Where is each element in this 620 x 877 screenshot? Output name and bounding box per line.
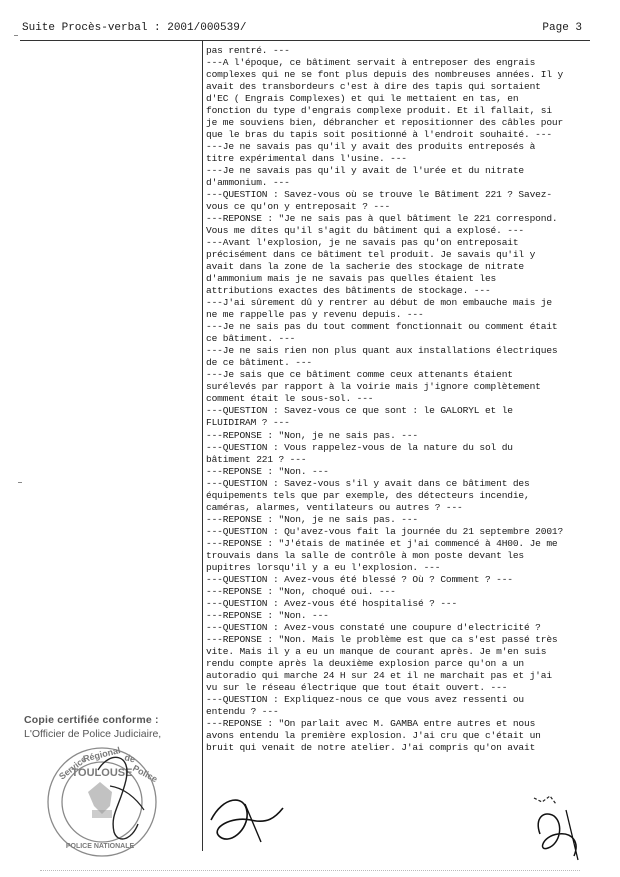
text-line: pupitres lorsqu'il y a eu l'explosion. --- — [206, 561, 441, 573]
signature-right — [520, 790, 598, 864]
text-line: surélevés par rapport à la voirie mais j'ignore complètement — [206, 381, 541, 393]
text-line: ---QUESTION : Qu'avez-vous fait la journée du 21 septembre 2001? — [206, 525, 564, 537]
certification-block — [24, 714, 200, 740]
svg-text:TOULOUSE: TOULOUSE — [71, 767, 133, 779]
text-line: ---QUESTION : Expliquez-nous ce que vous avez ressenti ou — [206, 693, 525, 705]
text-line: ---QUESTION : Vous rappelez-vous de la nature du sol du — [206, 441, 513, 453]
text-line: bruit qui venait de notre atelier. J'ai compris qu'on avait — [206, 741, 536, 753]
text-line: complexes qui ne se font plus depuis des nombreuses années. Il y — [206, 69, 564, 81]
certification-line-1: Copie certifiée conforme : — [24, 714, 159, 726]
text-line: fonction du type d'engrais complexe produit. Et il fallait, si — [206, 105, 552, 117]
text-line: ---REPONSE : "Non. --- — [206, 465, 329, 477]
text-line: ---REPONSE : "Non. --- — [206, 609, 329, 621]
text-line: comment était le sous-sol. --- — [206, 393, 374, 405]
bottom-scan-edge — [40, 866, 580, 871]
text-line: équipements tels que par exemple, des détecteurs incendie, — [206, 489, 530, 501]
text-line: ce bâtiment. --- — [206, 333, 296, 345]
text-line: FLUIDIRAM ? --- — [206, 417, 290, 429]
edge-mark — [14, 35, 18, 36]
text-line: avait des transbordeurs c'est à dire des tapis qui sortaient — [206, 81, 541, 93]
text-line: attributions exactes des bâtiments de stockage. --- — [206, 285, 491, 297]
police-stamp — [40, 740, 168, 862]
text-line: vite. Mais il y a eu un manque de courant après. Je m'en suis — [206, 645, 547, 657]
text-line: ---REPONSE : "J'étais de matinée et j'ai commencé à 4H00. Je me — [206, 537, 558, 549]
text-line: trouvais dans la salle de contrôle à mon poste devant les — [206, 549, 525, 561]
text-line: ---REPONSE : "Non, je ne sais pas. --- — [206, 429, 419, 441]
text-line: ---QUESTION : Avez-vous été hospitalisé ? --- — [206, 597, 458, 609]
text-line: ---QUESTION : Savez-vous où se trouve le Bâtiment 221 ? Savez- — [206, 189, 552, 201]
certification-line-2: L'Officier de Police Judiciaire, — [24, 728, 162, 740]
header-reference: Suite Procès-verbal : 2001/000539/ — [22, 22, 247, 34]
text-line: ---J'ai sûrement dû y rentrer au début de mon embauche mais je — [206, 297, 552, 309]
edge-mark — [18, 482, 22, 483]
text-line: ---Je ne savais pas qu'il y avait de l'urée et du nitrate — [206, 165, 525, 177]
text-line: Vous me dîtes qu'il s'agit du bâtiment qui a explosé. --- — [206, 225, 525, 237]
text-line: ---REPONSE : "Non, choqué oui. --- — [206, 585, 396, 597]
text-line: ---QUESTION : Savez-vous ce que sont : le GALORYL et le — [206, 405, 513, 417]
text-line: je me souviens bien, débrancher et repositionner des câbles pour — [206, 117, 564, 129]
text-line: vous ce qu'on y entreposait ? --- — [206, 201, 391, 213]
svg-text:Régional: Régional — [82, 745, 122, 764]
text-line: ---REPONSE : "Je ne sais pas à quel bâtiment le 221 correspond. — [206, 213, 558, 225]
text-line: ---REPONSE : "Non. Mais le problème est que ca s'est passé très — [206, 633, 558, 645]
text-line: de ce bâtiment. --- — [206, 357, 313, 369]
text-line: rendu compte après la deuxième explosion parce qu'on a un — [206, 657, 525, 669]
text-line: ---REPONSE : "On parlait avec M. GAMBA entre autres et nous — [206, 717, 536, 729]
text-line: vu sur le réseau électrique que tout était ouvert. --- — [206, 681, 508, 693]
text-line: bâtiment 221 ? --- — [206, 453, 307, 465]
text-line: entendu ? --- — [206, 705, 279, 717]
text-line: ---QUESTION : Avez-vous constaté une coupure d'electricité ? — [206, 621, 541, 633]
svg-text:POLICE NATIONALE: POLICE NATIONALE — [65, 843, 135, 850]
text-line: ---REPONSE : "Non, je ne sais pas. --- — [206, 513, 419, 525]
text-line: pas rentré. --- — [206, 45, 290, 56]
text-line: précisément dans ce bâtiment tel produit. Je savais qu'il y — [206, 249, 536, 261]
text-line: ---Avant l'explosion, je ne savais pas qu'on entreposait — [206, 237, 519, 249]
text-line: d'ammonium mais je ne savais pas quelles étaient les — [206, 273, 497, 285]
signature-middle — [205, 790, 315, 852]
statement-text — [206, 45, 602, 803]
svg-text:de: de — [123, 752, 137, 765]
text-line: d'ammonium. --- — [206, 177, 290, 189]
text-line: caméras, alarmes, ventilateurs ou autres ? --- — [206, 501, 463, 513]
text-line: avons entendu la première explosion. J'ai cru que c'était un — [206, 729, 541, 741]
page-header — [22, 22, 582, 38]
text-line: que le bras du tapis soit positionné à l'endroit souhaité. --- — [206, 129, 552, 141]
svg-text:Service: Service — [57, 753, 89, 782]
text-line: autoradio qui marche 24 H sur 24 et il ne marchait pas et j'ai — [206, 669, 552, 681]
text-line: ---Je sais que ce bâtiment comme ceux attenants étaient — [206, 369, 513, 381]
margin-rule — [202, 41, 203, 851]
text-line: titre expérimental dans l'usine. --- — [206, 153, 407, 165]
text-line: ne me rappelle pas y revenu depuis. --- — [206, 309, 424, 321]
svg-text:Police: Police — [131, 762, 160, 785]
text-line: ---A l'époque, ce bâtiment servait à entreposer des engrais — [206, 57, 536, 69]
text-line: d'EC ( Engrais Complexes) et qui le mettaient en tas, en — [206, 93, 519, 105]
text-line: ---Je ne sais pas du tout comment fonctionnait ou comment était — [206, 321, 558, 333]
stamp-center-emblem — [88, 782, 112, 818]
text-line: avait dans la zone de la sacherie des stockage de nitrate — [206, 261, 525, 273]
header-page-number: Page 3 — [542, 22, 582, 34]
text-line: ---Je ne sais rien non plus quant aux installations électriques — [206, 345, 558, 357]
header-rule — [20, 40, 590, 41]
text-line: ---QUESTION : Savez-vous s'il y avait dans ce bâtiment des — [206, 477, 530, 489]
text-line: ---Je ne savais pas qu'il y avait des produits entreposés à — [206, 141, 536, 153]
text-line: ---QUESTION : Avez-vous été blessé ? Où ? Comment ? --- — [206, 573, 513, 585]
